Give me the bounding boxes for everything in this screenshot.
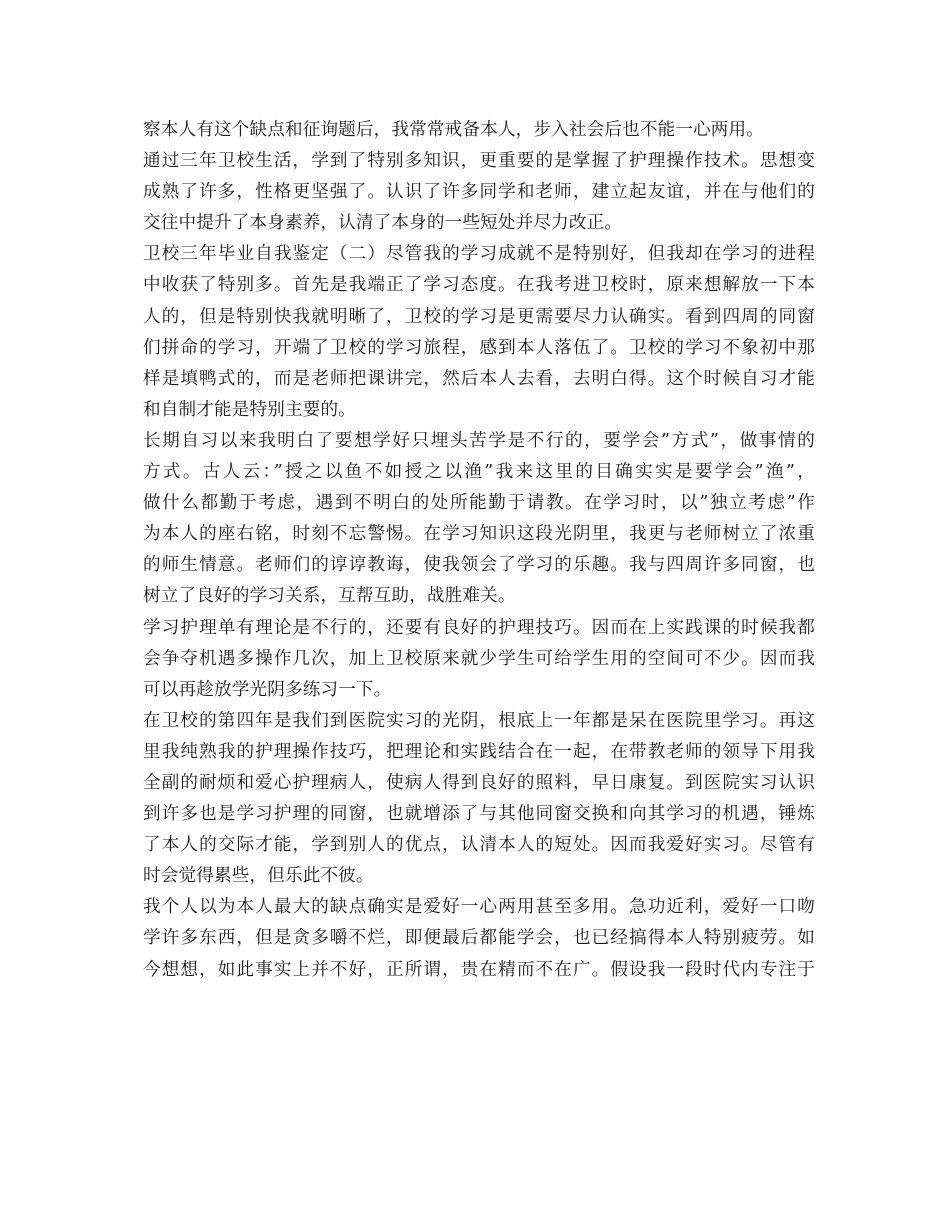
text-line: 们拼命的学习，开端了卫校的学习旅程，感到本人落伍了。卫校的学习不象初中那 [143,337,815,358]
text-line: 学习护理单有理论是不行的，还要有良好的护理技巧。因而在上实践课的时候我都 [143,617,815,638]
text-line: 今想想，如此事实上并不好，正所谓，贵在精而不在广。假设我一段时代内专注于 [143,959,815,980]
text-line: 方式。古人云：”授之以鱼不如授之以渔”我来这里的目确实实是要学会”渔”， [143,462,815,483]
text-line: 树立了良好的学习关系，互帮互助，战胜难关。 [143,586,516,607]
text-line: 做什么都勤于考虑，遇到不明白的处所能勤于请教。在学习时，以”独立考虑”作 [143,493,815,514]
text-line: 在卫校的第四年是我们到医院实习的光阴，根底上一年都是呆在医院里学习。再这 [143,710,815,731]
text-line: 通过三年卫校生活，学到了特别多知识，更重要的是掌握了护理操作技术。思想变 [143,151,815,172]
paragraph-3 [143,239,815,426]
text-line: 了本人的交际才能，学到别人的优点，认清本人的短处。因而我爱好实习。尽管有 [143,835,815,856]
text-line: 卫校三年毕业自我鉴定（二）尽管我的学习成就不是特别好，但我却在学习的进程 [143,244,815,265]
text-line: 到许多也是学习护理的同窗，也就增添了与其他同窗交换和向其学习的机遇，锤炼 [143,804,815,825]
text-line: 全副的耐烦和爱心护理病人，使病人得到良好的照料，早日康复。到医院实习认识 [143,772,815,793]
paragraph-5 [143,613,815,706]
paragraph-6 [143,706,815,893]
text-line: 为本人的座右铭，时刻不忘警惕。在学习知识这段光阴里，我更与老师树立了浓重 [143,524,815,545]
paragraph-4 [143,426,815,613]
text-line: 和自制才能是特别主要的。 [143,399,356,420]
text-line: 样是填鸭式的，而是老师把课讲完，然后本人去看，去明白得。这个时候自习才能 [143,368,815,389]
text-line: 长期自习以来我明白了要想学好只埋头苦学是不行的，要学会”方式”，做事情的 [143,430,815,451]
text-line: 的师生情意。老师们的谆谆教诲，使我领会了学习的乐趣。我与四周许多同窗，也 [143,555,815,576]
paragraph-2 [143,146,815,239]
text-line: 里我纯熟我的护理操作技巧，把理论和实践结合在一起，在带教老师的领导下用我 [143,741,815,762]
text-line: 中收获了特别多。首先是我端正了学习态度。在我考进卫校时，原来想解放一下本 [143,275,815,296]
text-line: 学许多东西，但是贪多嚼不烂，即便最后都能学会，也已经搞得本人特别疲劳。如 [143,928,815,949]
text-line: 成熟了许多，性格更坚强了。认识了许多同学和老师，建立起友谊，并在与他们的 [143,182,815,203]
text-line: 察本人有这个缺点和征询题后，我常常戒备本人，步入社会后也不能一心两用。 [143,120,765,140]
paragraph-7 [143,892,815,985]
text-line: 会争夺机遇多操作几次，加上卫校原来就少学生可给学生用的空间可不少。因而我 [143,648,815,669]
text-line: 我个人以为本人最大的缺点确实是爱好一心两用甚至多用。急功近利，爱好一口吻 [143,897,815,918]
text-line: 人的，但是特别快我就明晰了，卫校的学习是更需要尽力认确实。看到四周的同窗 [143,306,815,327]
body-text [143,115,815,986]
text-line: 时会觉得累些，但乐此不彼。 [143,866,374,887]
text-line: 可以再趁放学光阴多练习一下。 [143,679,392,700]
text-line: 交往中提升了本身素养，认清了本身的一些短处并尽力改正。 [143,213,623,234]
paragraph-1 [143,115,815,146]
